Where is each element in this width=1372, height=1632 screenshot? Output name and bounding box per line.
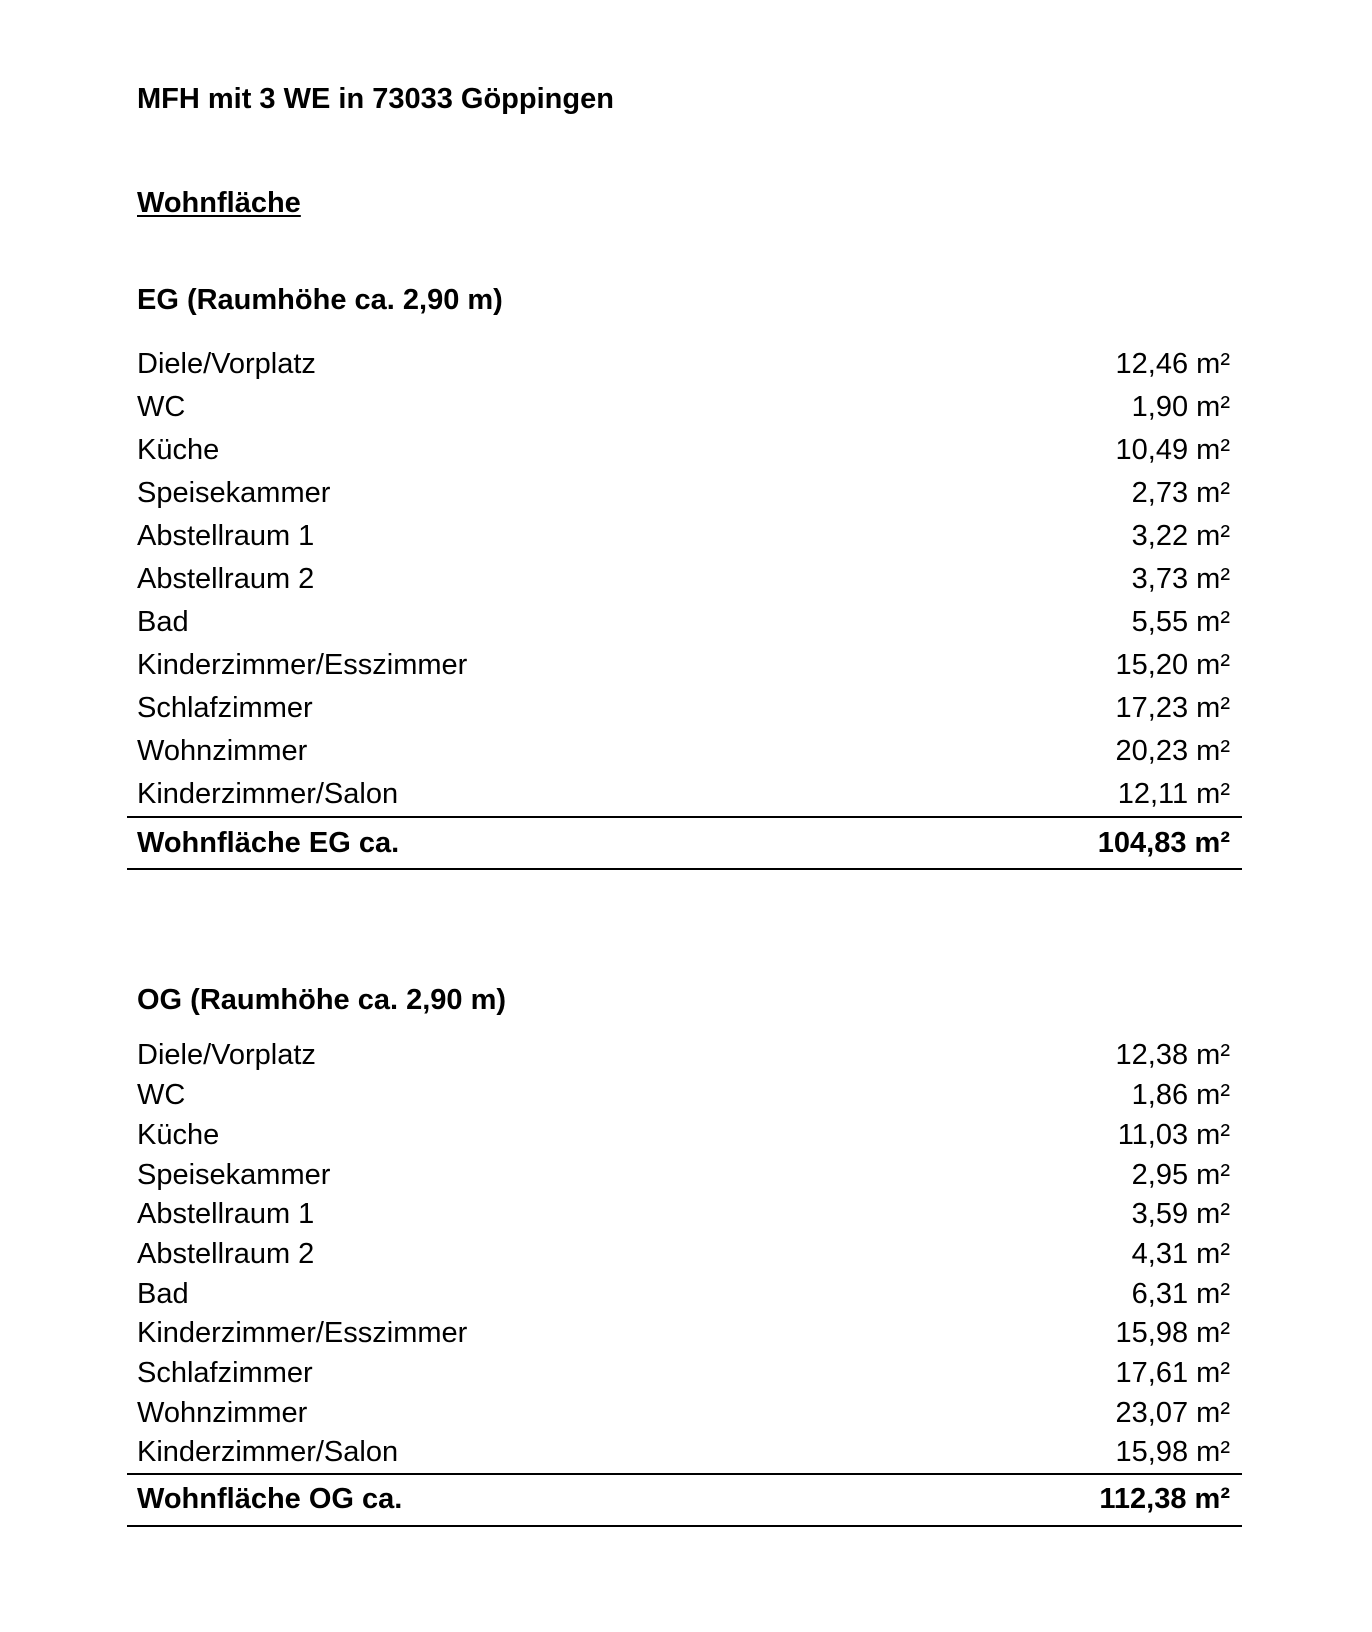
room-name: Wohnzimmer <box>137 1396 308 1429</box>
room-area: 17,23 m² <box>1115 692 1230 725</box>
room-name: Schlafzimmer <box>137 1356 313 1389</box>
room-name: WC <box>137 391 186 424</box>
room-area: 12,38 m² <box>1115 1039 1230 1072</box>
room-row <box>127 515 1242 558</box>
total-area-og: 112,38 m² <box>1099 1483 1230 1516</box>
room-name: Speisekammer <box>137 1158 331 1191</box>
room-row <box>127 1036 1242 1076</box>
room-row <box>127 1234 1242 1274</box>
room-area: 12,46 m² <box>1115 348 1230 381</box>
room-name: Kinderzimmer/Salon <box>137 1436 399 1469</box>
total-row-eg <box>127 816 1242 870</box>
floor-heading-og: OG (Raumhöhe ca. 2,90 m) <box>137 984 507 1016</box>
room-name: Küche <box>137 1118 220 1151</box>
room-area: 15,98 m² <box>1115 1436 1230 1469</box>
room-row <box>127 1155 1242 1195</box>
room-name: Kinderzimmer/Esszimmer <box>137 649 468 682</box>
document-title: MFH mit 3 WE in 73033 Göppingen <box>137 83 614 115</box>
room-area: 23,07 m² <box>1115 1396 1230 1429</box>
room-list-eg <box>127 343 1242 816</box>
room-area: 3,73 m² <box>1131 563 1230 596</box>
room-name: Bad <box>137 1277 189 1310</box>
room-row <box>127 1076 1242 1116</box>
room-name: Abstellraum 1 <box>137 1198 315 1231</box>
room-list-og <box>127 1036 1242 1473</box>
total-row-og <box>127 1473 1242 1527</box>
room-name: Abstellraum 1 <box>137 520 315 553</box>
room-area: 1,90 m² <box>1131 391 1230 424</box>
room-name: Kinderzimmer/Esszimmer <box>137 1317 468 1350</box>
room-area: 3,22 m² <box>1131 520 1230 553</box>
total-label-eg: Wohnfläche EG ca. <box>137 826 400 859</box>
room-area: 1,86 m² <box>1131 1079 1230 1112</box>
room-area: 4,31 m² <box>1131 1237 1230 1270</box>
room-name: Wohnzimmer <box>137 735 308 768</box>
room-name: Diele/Vorplatz <box>137 348 316 381</box>
room-area: 6,31 m² <box>1131 1277 1230 1310</box>
room-row <box>127 343 1242 386</box>
room-name: Bad <box>137 606 189 639</box>
room-name: Kinderzimmer/Salon <box>137 778 399 811</box>
room-row <box>127 1195 1242 1235</box>
room-area: 11,03 m² <box>1117 1118 1230 1151</box>
room-area: 2,73 m² <box>1131 477 1230 510</box>
floor-heading-eg: EG (Raumhöhe ca. 2,90 m) <box>137 284 503 316</box>
section-heading-wohnflaeche: Wohnfläche <box>137 187 301 219</box>
room-row <box>127 687 1242 730</box>
room-name: Küche <box>137 434 220 467</box>
total-area-eg: 104,83 m² <box>1097 826 1230 859</box>
room-row <box>127 644 1242 687</box>
room-area: 15,98 m² <box>1115 1317 1230 1350</box>
room-row <box>127 1115 1242 1155</box>
room-row <box>127 1354 1242 1394</box>
room-row <box>127 601 1242 644</box>
room-row <box>127 1433 1242 1473</box>
room-row <box>127 1393 1242 1433</box>
room-row <box>127 386 1242 429</box>
room-area: 3,59 m² <box>1131 1198 1230 1231</box>
room-row <box>127 558 1242 601</box>
floor-og-section <box>127 983 1242 1527</box>
room-name: WC <box>137 1079 186 1112</box>
room-row <box>127 773 1242 816</box>
room-area: 2,95 m² <box>1131 1158 1230 1191</box>
room-area: 17,61 m² <box>1115 1356 1230 1389</box>
floor-eg-section <box>127 283 1242 870</box>
room-row <box>127 429 1242 472</box>
room-area: 12,11 m² <box>1117 778 1230 811</box>
room-row <box>127 730 1242 773</box>
room-name: Abstellraum 2 <box>137 1237 315 1270</box>
room-name: Diele/Vorplatz <box>137 1039 316 1072</box>
room-name: Schlafzimmer <box>137 692 313 725</box>
room-name: Abstellraum 2 <box>137 563 315 596</box>
room-area: 15,20 m² <box>1115 649 1230 682</box>
total-label-og: Wohnfläche OG ca. <box>137 1483 403 1516</box>
room-row <box>127 1274 1242 1314</box>
room-area: 5,55 m² <box>1131 606 1230 639</box>
room-row <box>127 472 1242 515</box>
room-area: 10,49 m² <box>1115 434 1230 467</box>
room-area: 20,23 m² <box>1115 735 1230 768</box>
room-row <box>127 1314 1242 1354</box>
room-name: Speisekammer <box>137 477 331 510</box>
